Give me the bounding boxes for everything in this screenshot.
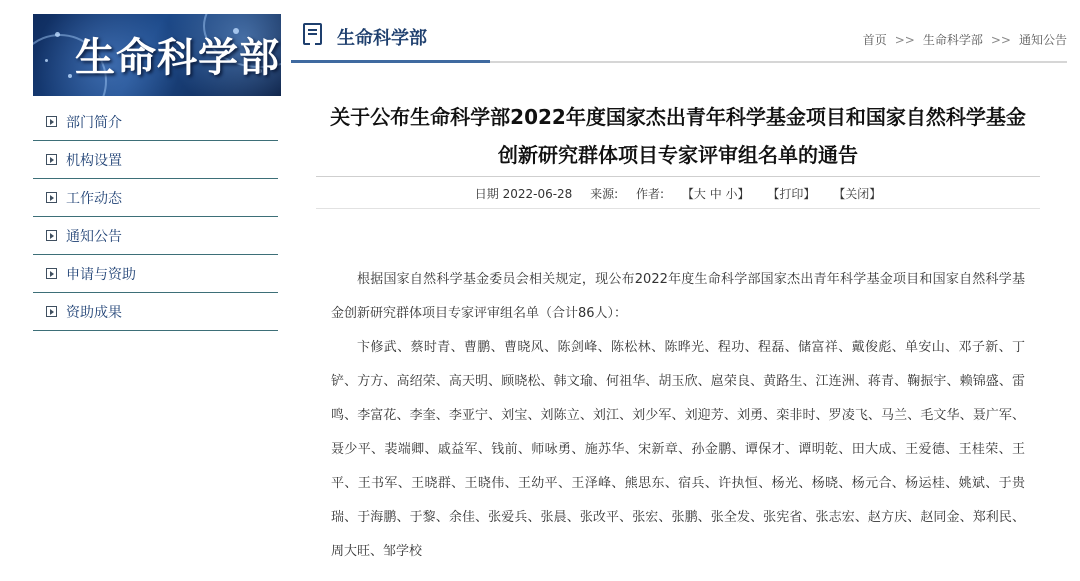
article-title	[316, 98, 1040, 174]
banner-title: 生命科学部	[75, 35, 280, 81]
breadcrumb-separator: >>	[894, 33, 915, 47]
particle-decoration	[55, 32, 60, 37]
article-source: 来源:	[590, 187, 619, 201]
sidebar	[33, 14, 281, 331]
arrow-right-icon	[46, 230, 57, 241]
article-author: 作者:	[636, 187, 665, 201]
meta-divider-bottom	[316, 208, 1040, 209]
sidebar-item-label: 机构设置	[66, 152, 122, 169]
arrow-right-icon	[46, 306, 57, 317]
expert-name-list: 卞修武、蔡时青、曹鹏、曹晓风、陈剑峰、陈松林、陈晔光、程功、程磊、储富祥、戴俊彪、单安山、邓子新、丁铲、方方、高绍荣、高天明、顾晓松、韩文瑜、何祖华、胡玉欣、扈荣良、黄路生、江连洲、蒋青、鞠振宇、赖锦盛、雷鸣、李富花、李奎、李亚宁、刘宝、刘陈立、刘江、刘少军、刘迎芳、刘勇、栾非时、罗凌飞、马兰、毛文华、聂广军、聂少平、裴端卿、戚益军、钱前、师咏勇、施苏华、宋新章、孙金鹏、谭保才、谭明乾、田大成、王爱德、王桂荣、王平、王书军、王晓群、王晓伟、王幼平、王泽峰、熊思东、宿兵、许执恒、杨光、杨晓、杨元合、杨运桂、姚斌、于贵瑞、于海鹏、于黎、余佳、张爱兵、张晨、张改平、张宏、张鹏、张全发、张宪省、张志宏、赵方庆、赵同金、郑利民、周大旺、邹学校	[331, 340, 1025, 559]
article-title-line: 创新研究群体项目专家评审组名单的通告	[498, 143, 858, 167]
content-header	[291, 14, 1067, 63]
breadcrumb-dept-link[interactable]: 生命科学部	[922, 33, 983, 47]
article-meta	[316, 185, 1040, 202]
header-accent-underline	[291, 60, 490, 63]
sidebar-item-notices[interactable]	[33, 217, 278, 255]
sidebar-item-label: 工作动态	[66, 190, 122, 207]
sidebar-item-label: 申请与资助	[66, 266, 136, 283]
breadcrumb-home-link[interactable]: 首页	[862, 33, 887, 47]
particle-decoration	[68, 74, 72, 78]
article-date: 日期 2022-06-28	[474, 187, 573, 201]
particle-decoration	[45, 59, 48, 62]
article-paragraph: 根据国家自然科学基金委员会相关规定，现公布2022年度生命科学部国家杰出青年科学基金项目和国家自然科学基金创新研究群体项目专家评审组名单（合计86人）：	[331, 272, 1025, 321]
department-banner	[33, 14, 281, 96]
sidebar-item-label: 通知公告	[66, 228, 122, 245]
breadcrumb-separator: >>	[990, 33, 1011, 47]
arrow-right-icon	[46, 116, 57, 127]
sidebar-item-intro[interactable]	[33, 103, 278, 141]
arrow-right-icon	[46, 192, 57, 203]
print-button[interactable]: 【打印】	[767, 187, 816, 201]
arrow-right-icon	[46, 154, 57, 165]
sidebar-item-label: 部门简介	[66, 114, 122, 131]
section-title: 生命科学部	[337, 28, 427, 49]
arrow-right-icon	[46, 268, 57, 279]
sidebar-item-label: 资助成果	[66, 304, 122, 321]
font-size-control[interactable]: 【大 中 小】	[681, 187, 750, 201]
article-body	[331, 263, 1025, 569]
meta-divider-top	[316, 176, 1040, 177]
article-title-line: 关于公布生命科学部2022年度国家杰出青年科学基金项目和国家自然科学基金	[330, 105, 1026, 129]
sidebar-item-news[interactable]	[33, 179, 278, 217]
sidebar-item-results[interactable]	[33, 293, 278, 331]
sidebar-item-organization[interactable]	[33, 141, 278, 179]
document-icon	[303, 23, 322, 45]
breadcrumb	[863, 31, 1067, 48]
sidebar-menu	[33, 103, 278, 331]
breadcrumb-current-link[interactable]: 通知公告	[1018, 33, 1067, 47]
sidebar-item-funding[interactable]	[33, 255, 278, 293]
close-button[interactable]: 【关闭】	[833, 187, 882, 201]
